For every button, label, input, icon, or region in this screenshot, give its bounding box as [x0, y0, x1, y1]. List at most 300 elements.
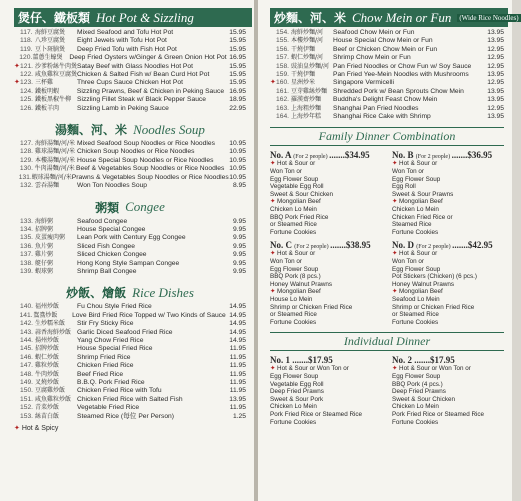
item-name-en: Pan Fried Noodles or Chow Fun w/ Soy Sauce: [333, 62, 472, 70]
menu-item: [14, 312, 246, 320]
item-number: 131.: [18, 173, 32, 181]
dinner-combo: [392, 240, 504, 326]
item-number: 162.: [276, 96, 290, 104]
item-name-zh: 蝦球湯麵/河/米: [31, 173, 72, 181]
item-name-zh: 福州炒飯: [35, 303, 60, 311]
menu-item: [14, 404, 246, 412]
combo-item-text: Won Ton or: [270, 258, 302, 265]
combo-item: [270, 258, 382, 266]
combo-item: [270, 296, 382, 304]
item-name-en: Satay Beef with Glass Noodles Hot Pot: [77, 62, 193, 70]
combo-item-text: Chicken Lo Mein: [392, 403, 439, 411]
combo-header: [270, 150, 382, 160]
combo-item-text: Hot & Sour or Won Ton or: [399, 365, 471, 373]
item-price: 9.95: [232, 242, 246, 250]
combo-item: [270, 419, 382, 427]
combo-item-text: BBQ Pork (4 pcs.): [392, 380, 443, 388]
combo-price: .......$17.95: [414, 355, 455, 366]
individual-combos: [270, 355, 504, 426]
combo-item: [392, 373, 504, 381]
combo-item-text: Fortune Cookies: [392, 418, 439, 426]
item-name-zh: 豉油皇炒麵/河: [291, 62, 330, 70]
combo-item: [392, 281, 504, 289]
combo-item: [392, 288, 504, 296]
item-name-en: Deep Fried Tofu with Fish Hot Pot: [77, 45, 177, 53]
combo-item-text: Hot & Sour or: [399, 250, 438, 258]
combo-price: .......$17.95: [292, 355, 333, 366]
item-number: 151.: [20, 395, 34, 403]
item-price: 9.95: [232, 267, 246, 275]
item-name-en: Vegetable Fried Rice: [77, 404, 140, 412]
combo-item: [392, 183, 504, 191]
combo-item-text: Won Ton or: [270, 168, 302, 176]
combo-item: [270, 221, 382, 229]
combo-item-text: Egg Flower Soup: [270, 372, 319, 380]
combo-item-text: Seafood Lo Mein: [392, 295, 440, 303]
combo-price: .......$38.95: [330, 240, 371, 251]
item-name-zh: 海鮮炒麵/河: [291, 29, 324, 36]
item-number: 147.: [20, 362, 34, 370]
hot-spicy-icon: ✦: [270, 160, 278, 168]
item-name-zh: 生炒糯米飯: [35, 320, 66, 328]
menu-item: [270, 79, 504, 87]
item-number: 140.: [20, 303, 34, 311]
item-price: 14.95: [229, 336, 246, 344]
menu-item: [14, 303, 246, 311]
combo-item: [270, 388, 382, 396]
combo-item-text: Pot Stickers (Chicken) (6 pcs.): [392, 273, 478, 281]
item-name-zh: 豆腐雞炒飯: [35, 387, 66, 395]
item-name-zh: 蝦球粥: [35, 267, 54, 275]
item-name-en: Mixed Seafood Soup Noodles or Rice Noodles: [77, 140, 215, 148]
menu-item: [270, 63, 504, 71]
item-price: 14.95: [229, 303, 246, 311]
menu-item: [14, 320, 246, 328]
menu-item: [14, 243, 246, 251]
item-name-zh: 鐵板黑椒牛柳: [35, 96, 72, 104]
item-name-zh: 蝦仁炒麵/河: [291, 54, 324, 62]
item-name-zh: 咸魚雞粒豆腐煲: [35, 71, 78, 79]
item-name-zh: 蝦仁炒飯: [35, 353, 60, 361]
item-price: 13.95: [229, 395, 246, 403]
combo-item: [270, 396, 382, 404]
item-name-zh: 魚片粥: [35, 242, 54, 250]
item-name-en: Chicken Fried Rice with Tofu: [77, 387, 162, 395]
item-number: 159.: [276, 71, 290, 79]
section-note: (Wide Rice Noodles): [459, 13, 519, 22]
hot-spicy-icon: ✦: [392, 160, 400, 168]
item-name-en: Beef & Vegetables Soup Noodles or Rice Noodles: [76, 165, 225, 173]
item-name-en: Deep Fried Oysters w/Ginger & Green Onion Hot Pot: [69, 54, 227, 62]
combo-item: [270, 160, 382, 168]
item-price: 14.95: [229, 328, 246, 336]
item-name-en: Hong Kong Style Sampan Congee: [77, 259, 180, 267]
item-name-zh: 咸魚雞粒炒飯: [35, 395, 72, 403]
item-number: 128.: [20, 148, 34, 156]
item-name-en: Chicken Fried Rice with Salted Fish: [77, 395, 183, 403]
combo-item: [270, 250, 382, 258]
item-name-en: Lean Pork with Century Egg Congee: [77, 234, 186, 242]
item-name-zh: 上海粗炒麵: [291, 104, 322, 112]
combo-item-text: Mongolian Beef: [277, 288, 321, 296]
combo-header: [270, 240, 382, 250]
hot-spicy-icon: ✦: [14, 62, 20, 70]
combo-item: [392, 191, 504, 199]
item-name-zh: 艇仔粥: [35, 259, 54, 267]
menu-item: [270, 96, 504, 104]
combo-item: [392, 176, 504, 184]
item-price: 12.95: [487, 79, 504, 87]
combo-item-text: Deep Fried Prawns: [270, 388, 324, 396]
item-price: 10.95: [229, 165, 247, 173]
combo-item: [392, 304, 504, 312]
section-title-zh: 炒飯、燴飯: [66, 286, 127, 301]
item-name-en: Three Cups Sauce Chicken Hot Pot: [77, 79, 183, 87]
item-name-zh: 招牌炒飯: [35, 345, 60, 353]
combo-item-text: Chicken Lo Mein: [392, 206, 439, 214]
item-name-zh: 雞片粥: [35, 251, 54, 259]
family-dinner-title: Family Dinner Combination: [270, 127, 504, 146]
combo-item-text: BBQ Pork Fried Rice: [270, 213, 329, 221]
item-name-en: Won Ton Noodles Soup: [77, 182, 148, 190]
item-price: 11.95: [229, 379, 246, 386]
combo-name: No. B: [392, 150, 416, 161]
combo-item-text: House Lo Mein: [270, 295, 313, 303]
item-price: 16.95: [229, 87, 247, 95]
item-price: 15.95: [229, 62, 246, 70]
combo-item-text: Hot & Sour or: [277, 160, 316, 168]
combo-item-text: Egg Flower Soup: [392, 265, 441, 273]
combo-item-text: Sweet & Sour Chicken: [392, 395, 455, 403]
combo-item-text: Steamed Rice: [392, 221, 432, 229]
item-price: 22.95: [229, 104, 246, 112]
combo-name: No. D: [392, 240, 417, 251]
combo-item: [392, 258, 504, 266]
item-number: 158.: [276, 62, 290, 70]
combo-item: [270, 365, 382, 373]
item-price: 13.95: [487, 96, 504, 104]
item-price: 9.95: [232, 217, 246, 225]
item-name-zh: 叉燒炒飯: [35, 379, 60, 386]
item-number: 137.: [20, 251, 34, 259]
item-name-zh: 海鮮豆腐煲: [35, 29, 66, 36]
dinner-combo: [270, 150, 382, 236]
item-name-en: Beef or Chicken Chow Mein or Fun: [333, 45, 438, 53]
item-price: 10.95: [229, 156, 246, 164]
item-number: 122.: [20, 71, 34, 79]
item-name-zh: 雞球湯麵/河/米: [35, 148, 76, 156]
individual-dinner-title: Individual Dinner: [270, 332, 504, 351]
item-name-zh: 豆卜斑腩煲: [35, 45, 66, 53]
hot-spicy-icon: ✦: [14, 79, 20, 87]
item-price: 10.95: [229, 140, 246, 148]
combo-item: [392, 214, 504, 222]
item-number: 129.: [20, 156, 34, 164]
item-number: 154.: [276, 29, 290, 36]
item-name-zh: 青菜炒飯: [35, 404, 60, 412]
item-price: 12.95: [487, 54, 504, 62]
item-number: 156.: [276, 45, 290, 53]
combo-item: [392, 365, 504, 373]
menu-item: [14, 260, 246, 268]
menu-item: [14, 79, 246, 87]
item-price: 13.95: [487, 71, 504, 79]
item-price: 11.95: [229, 387, 246, 395]
combo-name: No. 1: [270, 355, 293, 366]
combo-item: [392, 319, 504, 327]
item-number: 117.: [20, 29, 33, 36]
section-title-en: Congee: [125, 199, 165, 214]
item-price: 18.95: [229, 96, 246, 104]
combo-item-text: or Steamed Rice: [270, 311, 317, 319]
item-name-en: B.B.Q. Pork Fried Rice: [77, 379, 145, 386]
hot-spicy-icon: ✦: [270, 288, 278, 296]
section-congee-header: [14, 199, 246, 216]
item-name-en: Chicken Fried Rice: [77, 362, 134, 370]
item-price: 11.95: [229, 370, 246, 378]
combo-item: [392, 381, 504, 389]
combo-item-text: Fortune Cookies: [392, 318, 439, 326]
combo-item-text: Fortune Cookies: [392, 228, 439, 236]
item-name-en: Chicken & Salted Fish w/ Bean Curd Hot Pot: [77, 71, 210, 79]
family-combos: [270, 150, 504, 326]
item-price: 10.95: [229, 148, 246, 156]
menu-item: [14, 251, 246, 259]
item-price: 11.95: [229, 353, 246, 361]
combo-item-text: Egg Flower Soup: [392, 372, 441, 380]
section-title-zh: 粥類: [95, 200, 120, 215]
combo-item: [392, 168, 504, 176]
item-number: 136.: [20, 242, 34, 250]
item-price: 1.25: [232, 412, 246, 420]
section-title-zh: 湯麵、河、米: [55, 123, 128, 138]
combo-item-text: Egg Flower Soup: [270, 175, 319, 183]
hot-spicy-icon: ✦: [392, 250, 400, 258]
combo-item: [270, 403, 382, 411]
item-name-zh: 揚州炒飯: [35, 336, 60, 344]
combo-people: (For 2 people): [415, 154, 452, 161]
item-price: 11.95: [229, 362, 246, 370]
item-number: 142.: [20, 320, 34, 328]
item-name-zh: 牛肉炒飯: [35, 370, 60, 378]
item-number: 144.: [20, 336, 34, 344]
item-number: 152.: [20, 404, 34, 412]
combo-item: [270, 311, 382, 319]
menu-item: [14, 396, 246, 404]
item-name-zh: 海鮮粥: [35, 217, 54, 225]
item-price: 16.95: [229, 54, 246, 62]
item-name-en: Sizzling Fillet Steak w/ Black Pepper Sauce: [77, 96, 206, 104]
item-name-zh: 鐵板明蝦: [34, 87, 59, 95]
menu-item: [14, 218, 246, 226]
item-price: 15.95: [229, 37, 246, 45]
menu-item: [14, 354, 246, 362]
item-name-en: Seafood Congee: [77, 217, 128, 225]
item-name-en: Shrimp Ball Congee: [77, 267, 137, 275]
item-name-en: Sizzling Lamb in Peking Sauce: [77, 104, 169, 112]
item-name-zh: 牛肉湯麵/河/米: [34, 165, 75, 173]
item-number: 148.: [20, 370, 34, 378]
item-name-en: House Special Chow Mein or Fun: [333, 37, 433, 45]
noodle-soup-list: [14, 140, 246, 190]
combo-item-text: Shrimp or Chicken Fried Rice: [392, 303, 475, 311]
menu-left-page: [0, 0, 254, 501]
menu-item: [270, 105, 504, 113]
combo-item: [270, 319, 382, 327]
combo-people: (For 2 people): [293, 154, 330, 161]
item-name-zh: 雞粒炒飯: [35, 362, 60, 370]
section-chow-mein-header: [270, 8, 519, 27]
combo-item: [392, 388, 504, 396]
menu-item: [14, 96, 246, 104]
menu-item: [14, 88, 246, 96]
menu-item: [14, 362, 246, 370]
item-price: 12.95: [487, 104, 504, 112]
item-name-zh: 星洲炒米: [291, 79, 316, 87]
combo-item-text: Deep Fried Prawns: [392, 388, 446, 396]
item-name-en: Sizzling Prawns, Beef & Chicken in Peking Sauce: [76, 87, 225, 95]
item-price: 15.95: [229, 29, 246, 36]
item-name-en: Prawns & Vegetables Soup Noodles or Rice Noodles: [71, 173, 229, 181]
combo-item: [270, 176, 382, 184]
congee-list: [14, 218, 246, 277]
item-number: 139.: [20, 267, 34, 275]
hot-spicy-icon: ✦: [270, 365, 278, 373]
item-price: 15.95: [229, 45, 246, 53]
item-price: 12.95: [487, 45, 504, 53]
combo-item-text: or Steamed Rice: [392, 311, 439, 319]
combo-item: [270, 198, 382, 206]
combo-item-text: Pork Fried Rice or Steamed Rice: [392, 410, 485, 418]
item-price: 14.95: [229, 311, 247, 319]
menu-item: [14, 371, 246, 379]
combo-header: [392, 150, 504, 160]
combo-item-text: Shrimp or Chicken Fried Rice: [270, 303, 353, 311]
dinner-combo: [392, 355, 504, 426]
combo-item-text: Fortune Cookies: [270, 318, 317, 326]
item-name-en: Seafood Chow Mein or Fun: [333, 29, 415, 36]
combo-item: [392, 266, 504, 274]
item-price: 9.95: [232, 259, 246, 267]
item-number: 163.: [276, 104, 290, 112]
item-price: 10.95: [229, 173, 246, 181]
combo-name: No. A: [270, 150, 294, 161]
item-number: 145.: [20, 345, 34, 353]
item-number: 127.: [20, 140, 34, 148]
item-name-en: House Special Fried Rice: [77, 345, 153, 353]
item-name-en: Sliced Chicken Congee: [77, 251, 147, 259]
item-price: 15.95: [229, 71, 246, 79]
hot-spicy-icon: ✦: [392, 198, 400, 206]
combo-item-text: Chicken Lo Mein: [270, 403, 317, 411]
combo-name: No. 2: [392, 355, 415, 366]
hot-spicy-icon: ✦: [270, 79, 276, 87]
combo-item-text: Egg Flower Soup: [270, 265, 319, 273]
item-name-zh: 干燒伊麵: [291, 45, 316, 53]
item-name-zh: 雲吞湯麵: [35, 182, 60, 190]
item-number: 132.: [20, 182, 34, 190]
combo-item: [270, 206, 382, 214]
combo-item-text: Hot & Sour or: [399, 160, 438, 168]
menu-item: [14, 268, 246, 276]
item-number: 138.: [20, 259, 34, 267]
item-name-en: Buddha's Delight Feast Chow Mein: [333, 96, 438, 104]
item-name-zh: 蒜香海鮮炒飯: [35, 328, 72, 336]
item-name-zh: 沙爹粉絲牛肉煲: [35, 62, 78, 70]
dinner-combo: [270, 355, 382, 426]
combo-item: [270, 304, 382, 312]
item-number: 153.: [20, 412, 34, 420]
combo-price: .......$42.95: [452, 240, 493, 251]
item-name-en: House Special Congee: [77, 225, 146, 233]
combo-item-text: Mongolian Beef: [277, 198, 321, 206]
item-name-en: House Special Soup Noodles or Rice Noodles: [77, 156, 214, 164]
item-name-en: Love Bird Fried Rice Topped w/ Two Kinds of Sauce: [72, 311, 226, 319]
combo-item: [270, 411, 382, 419]
combo-item-text: Sweet & Sour Chicken: [270, 190, 333, 198]
combo-header: [392, 355, 504, 365]
menu-item: [270, 88, 504, 96]
item-name-zh: 豆芽雞絲炒麵: [291, 87, 328, 95]
combo-item-text: Chicken Lo Mein: [270, 206, 317, 214]
menu-item: [14, 345, 246, 353]
menu-item: [14, 329, 246, 337]
hot-spicy-icon: ✦: [14, 425, 20, 433]
item-name-en: Beef Fried Rice: [77, 370, 124, 378]
combo-item-text: Chicken Fried Rice or: [392, 213, 453, 221]
item-name-en: Mixed Seafood and Tofu Hot Pot: [77, 29, 174, 36]
item-number: 150.: [20, 387, 34, 395]
item-number: 141.: [19, 311, 33, 319]
hot-spicy-icon: ✦: [270, 250, 278, 258]
combo-item-text: Vegetable Egg Roll: [270, 183, 324, 191]
combo-item-text: Mongolian Beef: [399, 198, 443, 206]
combo-item-text: Vegetable Egg Roll: [270, 380, 324, 388]
item-name-en: Fu Chou Style Fried Rice: [77, 303, 152, 311]
combo-item-text: Honey Walnut Prawns: [270, 280, 333, 288]
combo-item: [270, 168, 382, 176]
item-price: 13.95: [487, 87, 504, 95]
combo-price: .......$36.95: [451, 150, 493, 161]
combo-item-text: Egg Roll: [392, 183, 416, 191]
section-hotpot-header: [14, 8, 252, 27]
combo-item-text: Won Ton or: [392, 168, 424, 176]
item-name-zh: 羅漢齋炒麵: [291, 96, 322, 104]
menu-item: [14, 165, 246, 173]
item-name-zh: 鐵板羊肉: [35, 104, 60, 112]
legend-text: Hot & Spicy: [21, 425, 59, 433]
menu-item: [14, 234, 246, 242]
combo-item: [392, 229, 504, 237]
item-name-en: Shanghai Rice Cake with Shrimp: [333, 113, 431, 121]
item-name-zh: 三杯雞: [35, 79, 54, 87]
section-title-en: Rice Dishes: [132, 284, 194, 300]
item-name-en: Shrimp Chow Mein or Fun: [333, 54, 411, 62]
item-number: 133.: [20, 217, 34, 225]
combo-item: [392, 221, 504, 229]
item-name-zh: 干燒伊麵: [291, 71, 316, 79]
combo-item-text: Won Ton or: [392, 258, 424, 265]
item-name-zh: 本樓湯麵/河/米: [35, 156, 76, 164]
combo-item: [392, 311, 504, 319]
menu-item: [14, 46, 246, 54]
item-number: 160.: [276, 79, 290, 87]
item-price: 12.95: [487, 62, 504, 70]
hot-spicy-icon: ✦: [392, 365, 400, 373]
item-number: 125.: [20, 96, 34, 104]
menu-item: [14, 105, 246, 113]
section-rice-header: [14, 284, 246, 301]
